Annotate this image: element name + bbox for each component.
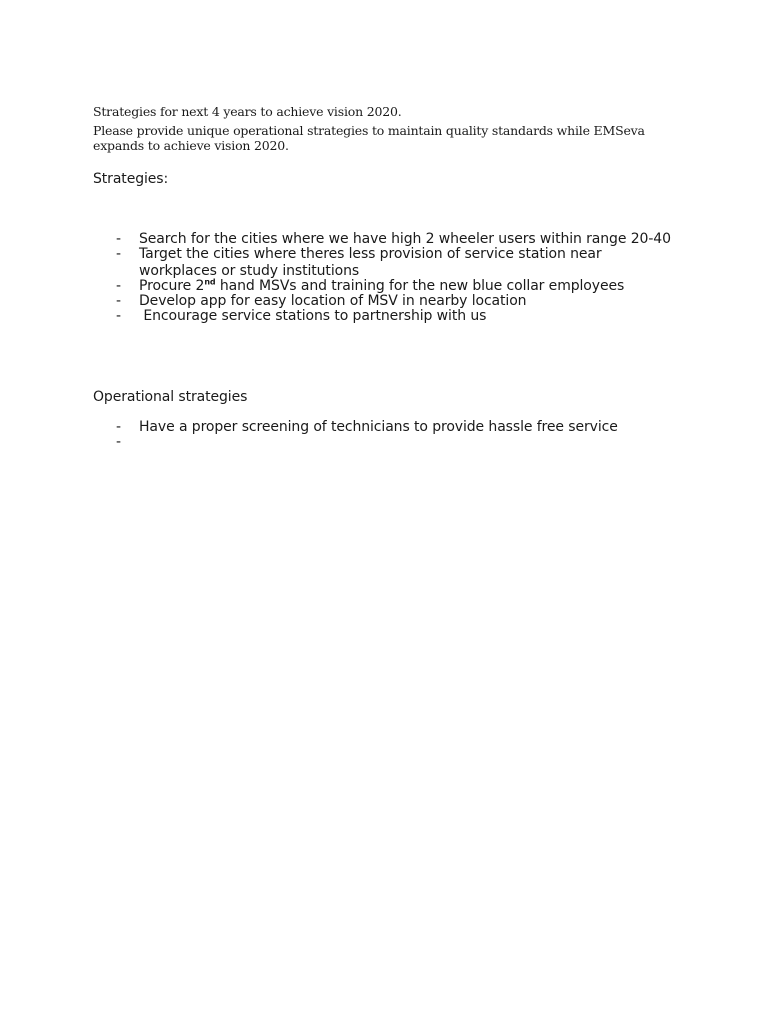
bullet-dash: - xyxy=(116,231,121,247)
text-segment: Procure 2 xyxy=(139,277,205,294)
text-segment: hand MSVs and training for the new blue collar employees xyxy=(215,277,625,294)
bullet-dash: - xyxy=(116,277,121,294)
list-item-text: Target the cities where theres less provision of service station near workplaces or study institutions xyxy=(139,246,606,279)
bullet-dash: - xyxy=(116,434,121,450)
strategies-heading: Strategies: xyxy=(93,171,169,187)
operational-list xyxy=(93,419,683,449)
list-item-text: Search for the cities where we have high 2 wheeler users within range 20-40 xyxy=(139,231,671,247)
list-item-text: Have a proper screening of technicians to provide hassle free service xyxy=(139,419,618,435)
list-item xyxy=(93,308,683,325)
intro-title: Strategies for next 4 years to achieve vision 2020. xyxy=(93,104,402,119)
list-item xyxy=(93,434,683,451)
intro-question: Please provide unique operational strategies to maintain quality standards while EMSeva expands to achieve vision 2020. xyxy=(93,123,645,153)
bullet-dash: - xyxy=(116,246,121,262)
bullet-dash: - xyxy=(116,307,121,324)
strategies-list xyxy=(93,231,683,323)
bullet-dash: - xyxy=(116,419,121,435)
list-item xyxy=(93,419,683,436)
list-item-text: Develop app for easy location of MSV in nearby location xyxy=(139,292,527,309)
list-item xyxy=(93,246,683,279)
operational-heading: Operational strategies xyxy=(93,389,248,405)
ordinal-superscript: nd xyxy=(204,276,216,286)
list-item-text: Encourage service stations to partnership with us xyxy=(139,307,487,324)
bullet-dash: - xyxy=(116,292,121,309)
